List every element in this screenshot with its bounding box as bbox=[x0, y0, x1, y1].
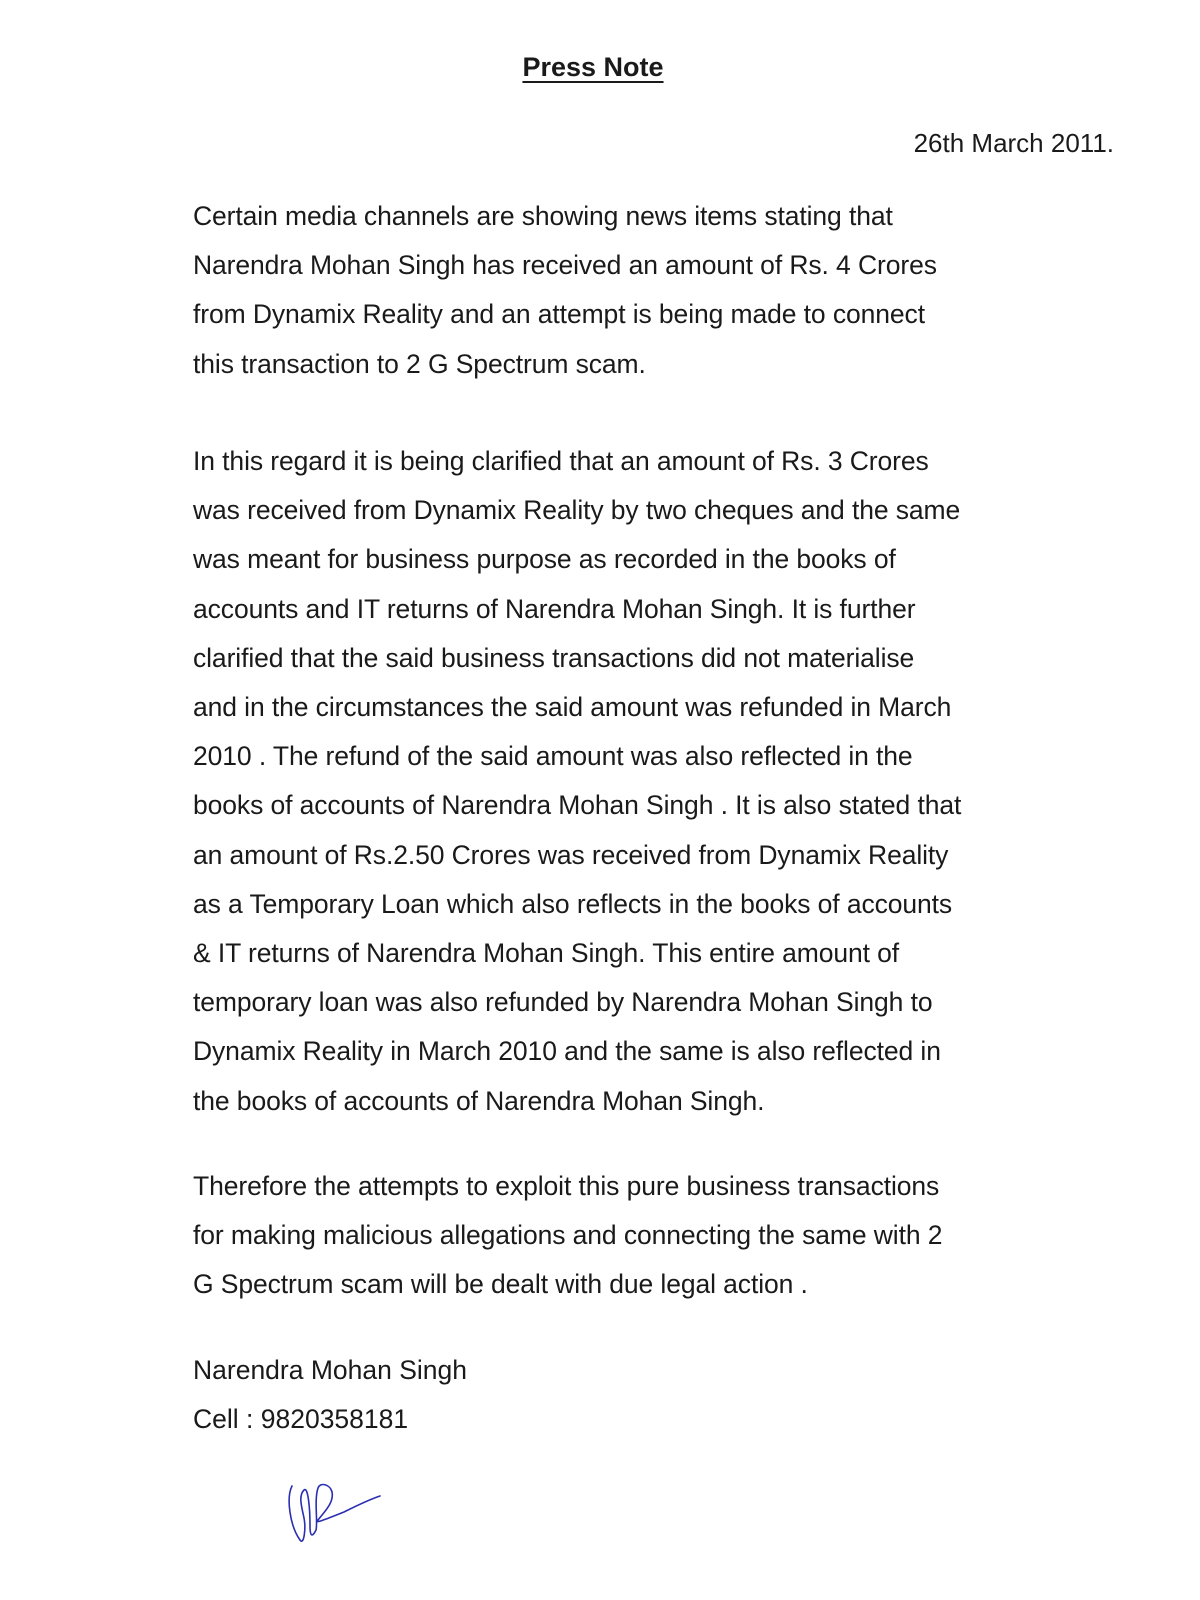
signature-stroke bbox=[289, 1485, 380, 1542]
text-line: as a Temporary Loan which also reflects in the books of accounts bbox=[193, 888, 953, 919]
paragraph-2 bbox=[193, 437, 1093, 1126]
text-line: clarified that the said business transactions did not materialise bbox=[193, 642, 915, 673]
text-line: Therefore the attempts to exploit this pure business transactions bbox=[193, 1171, 940, 1201]
text-line: Certain media channels are showing news items stating that bbox=[193, 201, 893, 231]
text-line: & IT returns of Narendra Mohan Singh. This entire amount of bbox=[193, 938, 900, 969]
handwritten-signature bbox=[284, 1478, 384, 1548]
text-line: this transaction to 2 G Spectrum scam. bbox=[193, 348, 646, 379]
text-line: the books of accounts of Narendra Mohan Singh. bbox=[193, 1085, 765, 1116]
paragraph-1 bbox=[193, 192, 1093, 389]
text-line: for making malicious allegations and connecting the same with 2 bbox=[193, 1220, 943, 1251]
text-line: an amount of Rs.2.50 Crores was received from Dynamix Reality bbox=[193, 839, 949, 870]
text-line: In this regard it is being clarified that an amount of Rs. 3 Crores bbox=[193, 446, 929, 476]
text-line: accounts and IT returns of Narendra Mohan Singh. It is further bbox=[193, 593, 916, 624]
text-line: Dynamix Reality in March 2010 and the same is also reflected in bbox=[193, 1036, 941, 1067]
page-title: Press Note bbox=[522, 52, 664, 82]
signatory-name: Narendra Mohan Singh bbox=[193, 1355, 468, 1385]
signatory-cell: Cell : 9820358181 bbox=[193, 1404, 409, 1434]
text-line: and in the circumstances the said amount was refunded in March bbox=[193, 692, 952, 723]
document-date: 26th March 2011. bbox=[913, 128, 1114, 158]
text-line: G Spectrum scam will be dealt with due legal action . bbox=[193, 1269, 808, 1300]
text-line: books of accounts of Narendra Mohan Singh . It is also stated that bbox=[193, 790, 962, 821]
text-line: temporary loan was also refunded by Narendra Mohan Singh to bbox=[193, 987, 933, 1018]
text-line: was received from Dynamix Reality by two cheques and the same bbox=[193, 495, 961, 526]
paragraph-3 bbox=[193, 1162, 1093, 1310]
text-line: from Dynamix Reality and an attempt is being made to connect bbox=[193, 299, 925, 330]
text-line: 2010 . The refund of the said amount was also reflected in the bbox=[193, 741, 913, 772]
text-line: was meant for business purpose as recorded in the books of bbox=[193, 544, 896, 575]
text-line: Narendra Mohan Singh has received an amount of Rs. 4 Crores bbox=[193, 250, 937, 281]
